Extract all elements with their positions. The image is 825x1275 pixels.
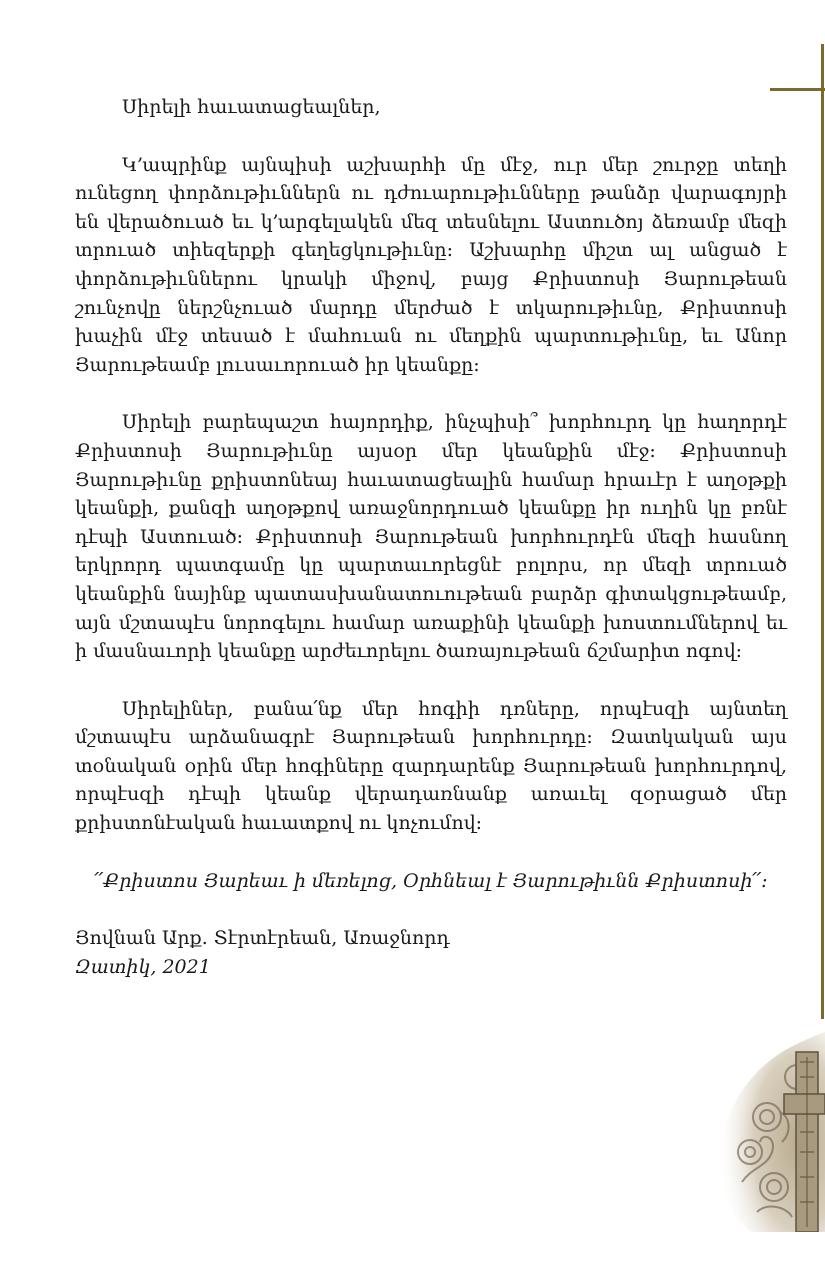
letter-body — [75, 93, 787, 981]
horizontal-gold-rule — [770, 88, 825, 91]
vertical-gold-rule — [821, 44, 824, 1019]
paragraph-2: Սիրելի բարեպաշտ հայորդիք, ինչպիսի՞ խորհուրդ կը հաղորդէ Քրիստոսի Յարութիւնը այսօր մեր կեանքին մէջ։ Քրիստոսի Յարութիւնը քրիստոնեայ հաւատացեալին համար հրաւէր է աղօթքի կեանքի, քանզի աղօթքով առաջնորդուած կեանքը իր ուղին կը բռնէ դէպի Աստուած։ Քրիստոսի Յարութեան խորհուրդէն մեզի հասնող երկրորդ պատգամը կը պարտաւորեցնէ բոլորս, որ մեզի տրուած կեանքին նայինք պատասխանատուութեան բարձր գիտակցութեամբ, այն մշտապէս նորոգելու համար առաքինի կեանքի խոստումներով եւ ի մասնաւորի կեանքը արժեւորելու ծառայութեան ճշմարիտ ոգով։ — [75, 411, 787, 663]
signature-date: Զատիկ, 2021 — [75, 955, 211, 978]
paragraph-1: Կ՚ապրինք այնպիսի աշխարհի մը մէջ, ուր մեր շուրջը տեղի ունեցող փորձութիւններն ու դժուարութիւնները թանձր վարագոյրի են վերածուած եւ կ՚արգելակեն մեզ տեսնելու Աստուծոյ ձեռամբ մեզի տրուած տիեզերքի գեղեցկութիւնը։ Աշխարհը միշտ ալ անցած է փորձութիւններու կրակի միջով, բայց Քրիստոսի Յարութեան շունչովը ներշնչուած մարդը մերժած է տկարութիւնը, Քրիստոսի խաչին մէջ տեսած է մահուան ու մեղքին պարտութիւնը, եւ Անոր Յարութեամբ լուսաւորուած իր կեանքը։ — [75, 153, 787, 376]
signature-name: Յովնան Արք. Տէրտէրեան, Առաջնորդ — [75, 927, 450, 950]
paragraph-3: Սիրելիներ, բանա՛նք մեր հոգիի դռները, որպէսզի այնտեղ մշտապէս արձանագրէ Յարութեան խորհուրդը։ Զատկական այս տօնական օրին մեր հոգիները զարդարենք Յարութեան խորհուրդով, որպէսզի դէպի կեանք վերադառնանք առաւել զօրացած մեր քրիստոնէական հաւատքով ու կոչումով։ — [75, 697, 787, 835]
stone-cross-ornament-icon — [712, 1032, 825, 1232]
easter-quote: ՛՛Քրիստոս Յարեաւ ի մեռելոց, Օրհնեալ է Յարութիւնն Քրիստոսի՛՛։ — [94, 869, 768, 892]
greeting: Սիրելի հաւատացեալներ, — [122, 96, 381, 118]
